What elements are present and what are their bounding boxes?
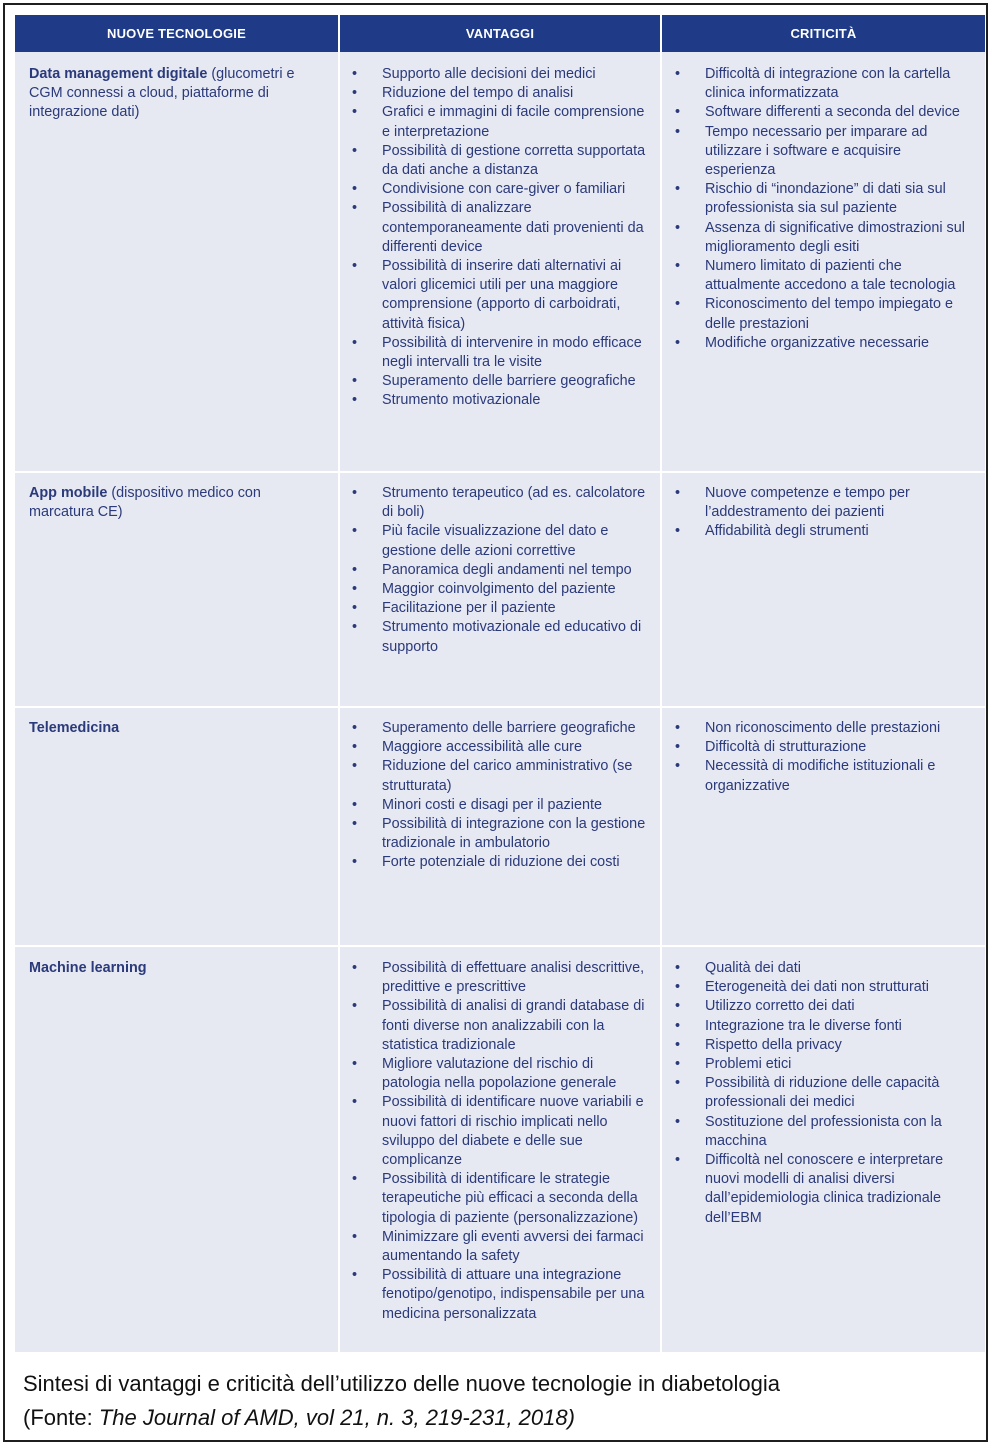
list-item: • Utilizzo corretto dei dati xyxy=(675,998,855,1015)
list-item: • Possibilità di attuare una integrazione fenotipo/genotipo, indispensabile per una medicina personalizzata xyxy=(352,1267,645,1322)
list-item: • Riduzione del tempo di analisi xyxy=(352,85,574,102)
list-item: • Riconoscimento del tempo impiegato e delle prestazioni xyxy=(675,296,953,332)
list-item: • Panoramica degli andamenti nel tempo xyxy=(352,561,632,578)
list-item: • Affidabilità degli strumenti xyxy=(675,523,869,540)
tech-name: App mobile xyxy=(29,485,108,501)
list-item: • Difficoltà di strutturazione xyxy=(675,739,867,756)
tech-cell-app-mobile xyxy=(29,484,319,522)
list-item: • Possibilità di analizzare contemporaneamente dati provenienti da differenti device xyxy=(352,200,644,255)
tech-name: Data management digitale xyxy=(29,66,208,82)
tech-cell-telemedicina xyxy=(29,719,319,738)
caption-source-journal: The Journal of AMD, vol 21, n. 3, 219-231, 2018) xyxy=(98,1405,575,1430)
list-item: • Facilitazione per il paziente xyxy=(352,600,556,617)
list-item: • Possibilità di gestione corretta supportata da dati anche a distanza xyxy=(352,142,646,179)
vantaggi-list xyxy=(348,65,648,411)
list-item: • Strumento motivazionale xyxy=(352,392,541,409)
list-item: • Superamento delle barriere geografiche xyxy=(352,373,636,390)
list-item: • Minori costi e disagi per il paziente xyxy=(352,796,602,813)
tech-description: (glucometri e CGM connessi a cloud, piattaforme di integrazione dati) xyxy=(29,66,295,121)
list-item: • Possibilità di analisi di grandi database di fonti diverse non analizzabili con la statistica tradizionale xyxy=(352,998,645,1053)
list-item: • Possibilità di intervenire in modo efficace negli intervalli tra le visite xyxy=(352,334,642,371)
list-item: • Qualità dei dati xyxy=(675,960,801,976)
list-item: • Più facile visualizzazione del dato e gestione delle azioni correttive xyxy=(352,523,609,559)
list-item: • Numero limitato di pazienti che attualmente accedono a tale tecnologia xyxy=(675,258,956,294)
list-item: • Possibilità di integrazione con la gestione tradizionale in ambulatorio xyxy=(352,816,646,852)
criticita-cell xyxy=(671,719,971,796)
vantaggi-list xyxy=(348,959,648,1324)
technology-table xyxy=(15,15,985,1352)
list-item: • Possibilità di identificare le strategie terapeutiche più efficaci a seconda della tipologia di paziente (personalizzazione) xyxy=(352,1171,638,1226)
list-item: • Sostituzione del professionista con la macchina xyxy=(675,1113,942,1149)
list-item: • Strumento terapeutico (ad es. calcolatore di boli) xyxy=(352,485,646,521)
list-item: • Riduzione del carico amministrativo (se strutturata) xyxy=(352,758,633,794)
vantaggi-list xyxy=(348,719,648,873)
tech-name: Telemedicina xyxy=(29,720,120,736)
list-item: • Maggiore accessibilità alle cure xyxy=(352,739,582,756)
list-item: • Migliore valutazione del rischio di patologia nella popolazione generale xyxy=(352,1056,617,1092)
list-item: • Difficoltà di integrazione con la cartella clinica informatizzata xyxy=(675,66,951,102)
criticita-list xyxy=(671,484,971,542)
list-item: • Non riconoscimento delle prestazioni xyxy=(675,720,941,736)
list-item: • Problemi etici xyxy=(675,1056,792,1073)
criticita-cell xyxy=(671,959,971,1228)
list-item: • Eterogeneità dei dati non strutturati xyxy=(675,979,929,996)
tech-cell-machine-learning xyxy=(29,959,319,978)
criticita-cell xyxy=(671,65,971,353)
header-vantaggi: VANTAGGI xyxy=(340,15,660,52)
vantaggi-cell xyxy=(348,719,648,873)
list-item: • Difficoltà nel conoscere e interpretare nuovi modelli di analisi diversi dall’epidemiologia clinica tradizionale dell’EBM xyxy=(675,1152,944,1226)
tech-name: Machine learning xyxy=(29,960,147,976)
list-item: • Forte potenziale di riduzione dei costi xyxy=(352,854,620,871)
figure-caption xyxy=(23,1367,983,1435)
tech-description: (dispositivo medico con marcatura CE) xyxy=(29,485,261,521)
column-divider xyxy=(338,15,340,1352)
vantaggi-cell xyxy=(348,959,648,1324)
list-item: • Rischio di “inondazione” di dati sia sul professionista sia sul paziente xyxy=(675,181,946,217)
row-divider xyxy=(15,945,985,947)
criticita-list xyxy=(671,65,971,353)
caption-source-prefix: (Fonte: xyxy=(23,1405,99,1430)
vantaggi-cell xyxy=(348,484,648,657)
list-item: • Possibilità di identificare nuove variabili e nuovi fattori di rischio implicati nello sviluppo del diabete e delle sue complicanze xyxy=(352,1094,644,1169)
list-item: • Tempo necessario per imparare ad utilizzare i software e acquisire esperienza xyxy=(675,123,928,179)
criticita-cell xyxy=(671,484,971,542)
header-nuove-tecnologie: NUOVE TECNOLOGIE xyxy=(15,15,338,52)
list-item: • Strumento motivazionale ed educativo di supporto xyxy=(352,619,642,655)
list-item: • Integrazione tra le diverse fonti xyxy=(675,1017,902,1034)
figure-frame xyxy=(3,3,988,1442)
list-item: • Assenza di significative dimostrazioni sul miglioramento degli esiti xyxy=(675,219,965,255)
row-divider xyxy=(15,706,985,708)
list-item: • Modifiche organizzative necessarie xyxy=(675,334,929,351)
list-item: • Necessità di modifiche istituzionali e organizzative xyxy=(675,758,936,794)
vantaggi-list xyxy=(348,484,648,657)
criticita-list xyxy=(671,959,971,1228)
list-item: • Possibilità di inserire dati alternativi ai valori glicemici utili per una maggiore comprensione (apporto di carboidrati, attività fisica) xyxy=(352,258,622,332)
list-item: • Maggior coinvolgimento del paziente xyxy=(352,581,616,598)
list-item: • Condivisione con care-giver o familiari xyxy=(352,181,626,198)
list-item: • Software differenti a seconda del device xyxy=(675,104,960,121)
list-item: • Possibilità di effettuare analisi descrittive, predittive e prescrittive xyxy=(352,960,645,996)
row-divider xyxy=(15,471,985,473)
tech-cell-data-management xyxy=(29,65,319,123)
header-criticita: CRITICITÀ xyxy=(662,15,985,52)
list-item: • Minimizzare gli eventi avversi dei farmaci aumentando la safety xyxy=(352,1228,644,1265)
list-item: • Possibilità di riduzione delle capacità professionali dei medici xyxy=(675,1075,940,1111)
list-item: • Nuove competenze e tempo per l’addestramento dei pazienti xyxy=(675,485,910,521)
list-item: • Rispetto della privacy xyxy=(675,1036,842,1053)
criticita-list xyxy=(671,719,971,796)
caption-line-2 xyxy=(23,1401,983,1435)
vantaggi-cell xyxy=(348,65,648,411)
caption-line-1: Sintesi di vantaggi e criticità dell’utilizzo delle nuove tecnologie in diabetologia xyxy=(23,1371,781,1396)
list-item: • Grafici e immagini di facile comprensione e interpretazione xyxy=(352,104,645,140)
column-divider xyxy=(660,15,662,1352)
list-item: • Supporto alle decisioni dei medici xyxy=(352,66,596,82)
list-item: • Superamento delle barriere geografiche xyxy=(352,720,636,736)
